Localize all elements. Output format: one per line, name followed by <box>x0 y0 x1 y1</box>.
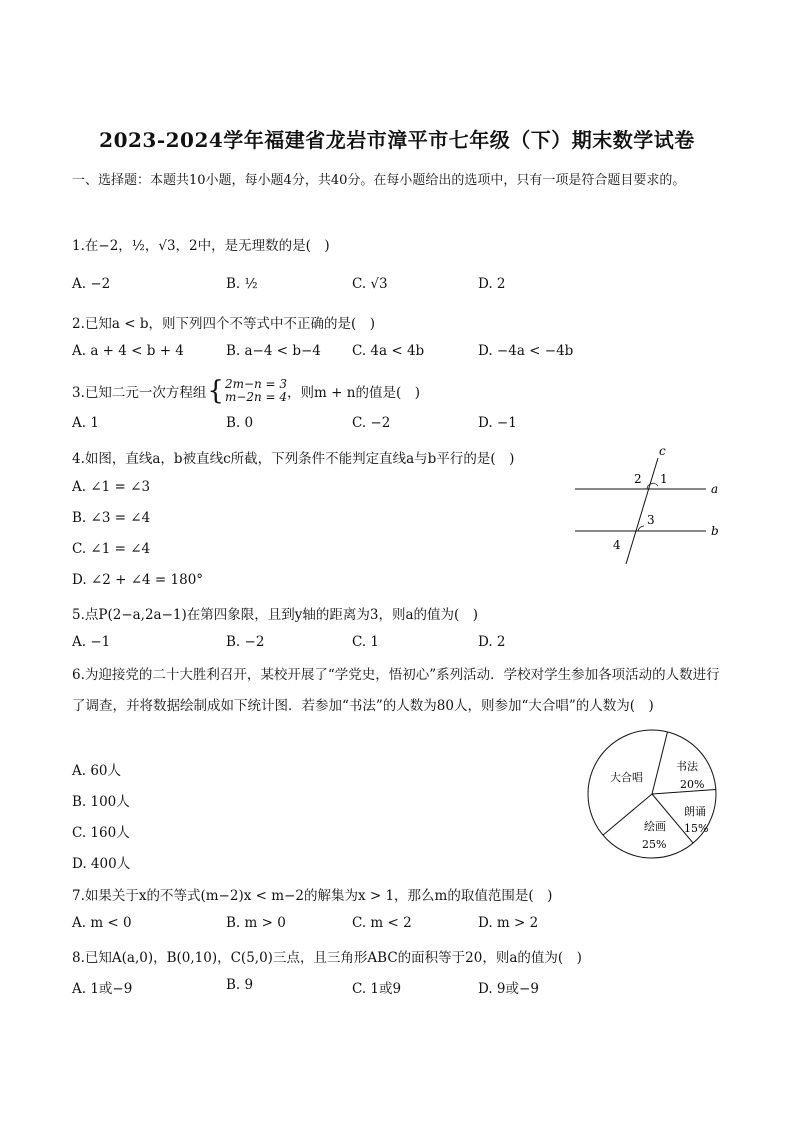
question-2: 2.已知a < b，则下列四个不等式中不正确的是( ) <box>72 316 375 332</box>
q2-option-d: D. −4a < −4b <box>478 343 574 359</box>
question-4: 4.如图，直线a，b被直线c所截，下列条件不能判定直线a与b平行的是( ) <box>72 451 515 467</box>
q1-option-c: C. √3 <box>352 276 388 292</box>
label-angle-1: 1 <box>660 472 668 486</box>
q3-prefix: 3.已知二元一次方程组 <box>72 385 207 401</box>
pie-value-painting: 25% <box>642 838 667 851</box>
pie-label-painting: 绘画 <box>644 820 666 833</box>
q2-option-b: B. a−4 < b−4 <box>226 343 321 359</box>
q4-option-a: A. ∠1 = ∠3 <box>72 479 151 495</box>
label-b: b <box>711 524 719 538</box>
q4-option-c: C. ∠1 = ∠4 <box>72 541 151 557</box>
pie-label-chorus: 大合唱 <box>610 771 643 784</box>
equation-1: 2m−n = 3 <box>224 377 288 391</box>
q6-option-a: A. 60人 <box>72 763 122 779</box>
q6-option-b: B. 100人 <box>72 794 130 810</box>
q8-option-c: C. 1或9 <box>352 981 402 997</box>
q8-option-b: B. 9 <box>226 977 254 993</box>
line-c <box>626 458 658 564</box>
label-angle-4: 4 <box>613 538 621 552</box>
section-heading: 一、选择题：本题共10小题，每小题4分，共40分。在每小题给出的选项中，只有一项是符合题目要求的。 <box>72 173 686 188</box>
q5-option-c: C. 1 <box>352 634 380 650</box>
activity-pie-chart <box>580 726 730 866</box>
q7-option-b: B. m > 0 <box>226 915 286 931</box>
q3-option-d: D. −1 <box>478 415 517 431</box>
q7-option-a: A. m < 0 <box>72 915 132 931</box>
equation-2: m−2n = 4 <box>224 390 288 404</box>
pie-slice-boundary-painting <box>652 794 693 843</box>
question-7: 7.如果关于x的不等式(m−2)x < m−2的解集为x > 1，那么m的取值范围是( ) <box>72 888 553 904</box>
q7-option-c: C. m < 2 <box>352 915 412 931</box>
question-6: 6.为迎接党的二十大胜利召开，某校开展了“学党史，悟初心”系列活动．学校对学生参加各项活动的人数进行了调查，并将数据绘制成如下统计图．若参加“书法”的人数为80人，则参加“大合唱”的人数为( ) <box>72 667 720 714</box>
q1-option-a: A. −2 <box>72 276 111 292</box>
q5-option-a: A. −1 <box>72 634 111 650</box>
q1-option-d: D. 2 <box>478 276 506 292</box>
label-angle-2: 2 <box>634 472 642 486</box>
q6-option-d: D. 400人 <box>72 856 131 872</box>
angle-arc-3 <box>638 526 644 531</box>
equation-system <box>225 378 287 404</box>
pie-value-recitation: 15% <box>684 822 709 835</box>
parallel-lines-figure <box>570 442 730 572</box>
q1-option-b: B. ½ <box>226 276 258 292</box>
q5-option-d: D. 2 <box>478 634 506 650</box>
page-title: 2023-2024学年福建省龙岩市漳平市七年级（下）期末数学试卷 <box>99 128 695 152</box>
q8-option-d: D. 9或−9 <box>478 981 539 997</box>
q3-suffix: ，则m + n的值是( ) <box>287 385 420 401</box>
q4-option-d: D. ∠2 + ∠4 = 180° <box>72 572 204 588</box>
label-c: c <box>659 444 666 458</box>
q8-option-a: A. 1或−9 <box>72 981 133 997</box>
q7-option-d: D. m > 2 <box>478 915 539 931</box>
label-a: a <box>711 482 719 496</box>
question-3 <box>72 378 420 404</box>
q2-option-a: A. a + 4 < b + 4 <box>72 343 184 359</box>
pie-label-calligraphy: 书法 <box>676 760 698 773</box>
pie-slice-boundary-calligraphy <box>652 732 667 794</box>
q3-option-b: B. 0 <box>226 415 254 431</box>
question-8: 8.已知A(a,0)，B(0,10)，C(5,0)三点，且三角形ABC的面积等于20，则a的值为( ) <box>72 950 582 966</box>
question-5: 5.点P(2−a,2a−1)在第四象限，且到y轴的距离为3，则a的值为( ) <box>72 607 479 623</box>
q5-option-b: B. −2 <box>226 634 265 650</box>
q4-option-b: B. ∠3 = ∠4 <box>72 510 151 526</box>
q3-option-a: A. 1 <box>72 415 99 431</box>
question-1: 1.在−2，½，√3，2中，是无理数的是( ) <box>72 238 330 254</box>
pie-label-recitation: 朗诵 <box>684 805 706 818</box>
q2-option-c: C. 4a < 4b <box>352 343 425 359</box>
pie-value-calligraphy: 20% <box>680 778 705 791</box>
equation-brace: { <box>207 376 224 406</box>
q3-option-c: C. −2 <box>352 415 391 431</box>
label-angle-3: 3 <box>647 513 655 527</box>
q6-option-c: C. 160人 <box>72 825 130 841</box>
